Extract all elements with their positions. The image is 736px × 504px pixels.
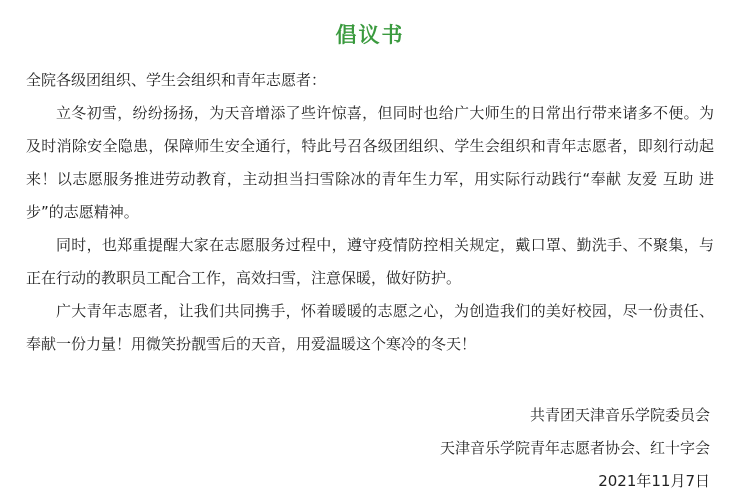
document-title: 倡议书 <box>335 23 405 47</box>
signature-date: 2021年11月7日 <box>598 472 710 490</box>
paragraph-1: 立冬初雪，纷纷扬扬，为天音增添了些许惊喜，但同时也给广大师生的日常出行带来诸多不便。为及时消除安全隐患，保障师生安全通行，特此号召各级团组织、学生会组织和青年志愿者，即刻行动起来！以志愿服务推进劳动教育，主动担当扫雪除冰的青年生力军，用实际行动践行“奉献 友爱 互助 进步”的志愿精神。 <box>26 104 714 221</box>
signature-block <box>440 399 710 498</box>
signature-org-1: 共青团天津音乐学院委员会 <box>529 406 710 424</box>
signature-org-2: 天津音乐学院青年志愿者协会、红十字会 <box>439 439 710 457</box>
paragraph-3: 广大青年志愿者，让我们共同携手，怀着暖暖的志愿之心，为创造我们的美好校园，尽一份责任、奉献一份力量！用微笑扮靓雪后的天音，用爱温暖这个寒冷的冬天！ <box>26 302 714 353</box>
salutation: 全院各级团组织、学生会组织和青年志愿者： <box>26 71 327 89</box>
paragraph-2: 同时，也郑重提醒大家在志愿服务过程中，遵守疫情防控相关规定，戴口罩、勤洗手、不聚集，与正在行动的教职员工配合工作，高效扫雪，注意保暖，做好防护。 <box>26 236 714 287</box>
